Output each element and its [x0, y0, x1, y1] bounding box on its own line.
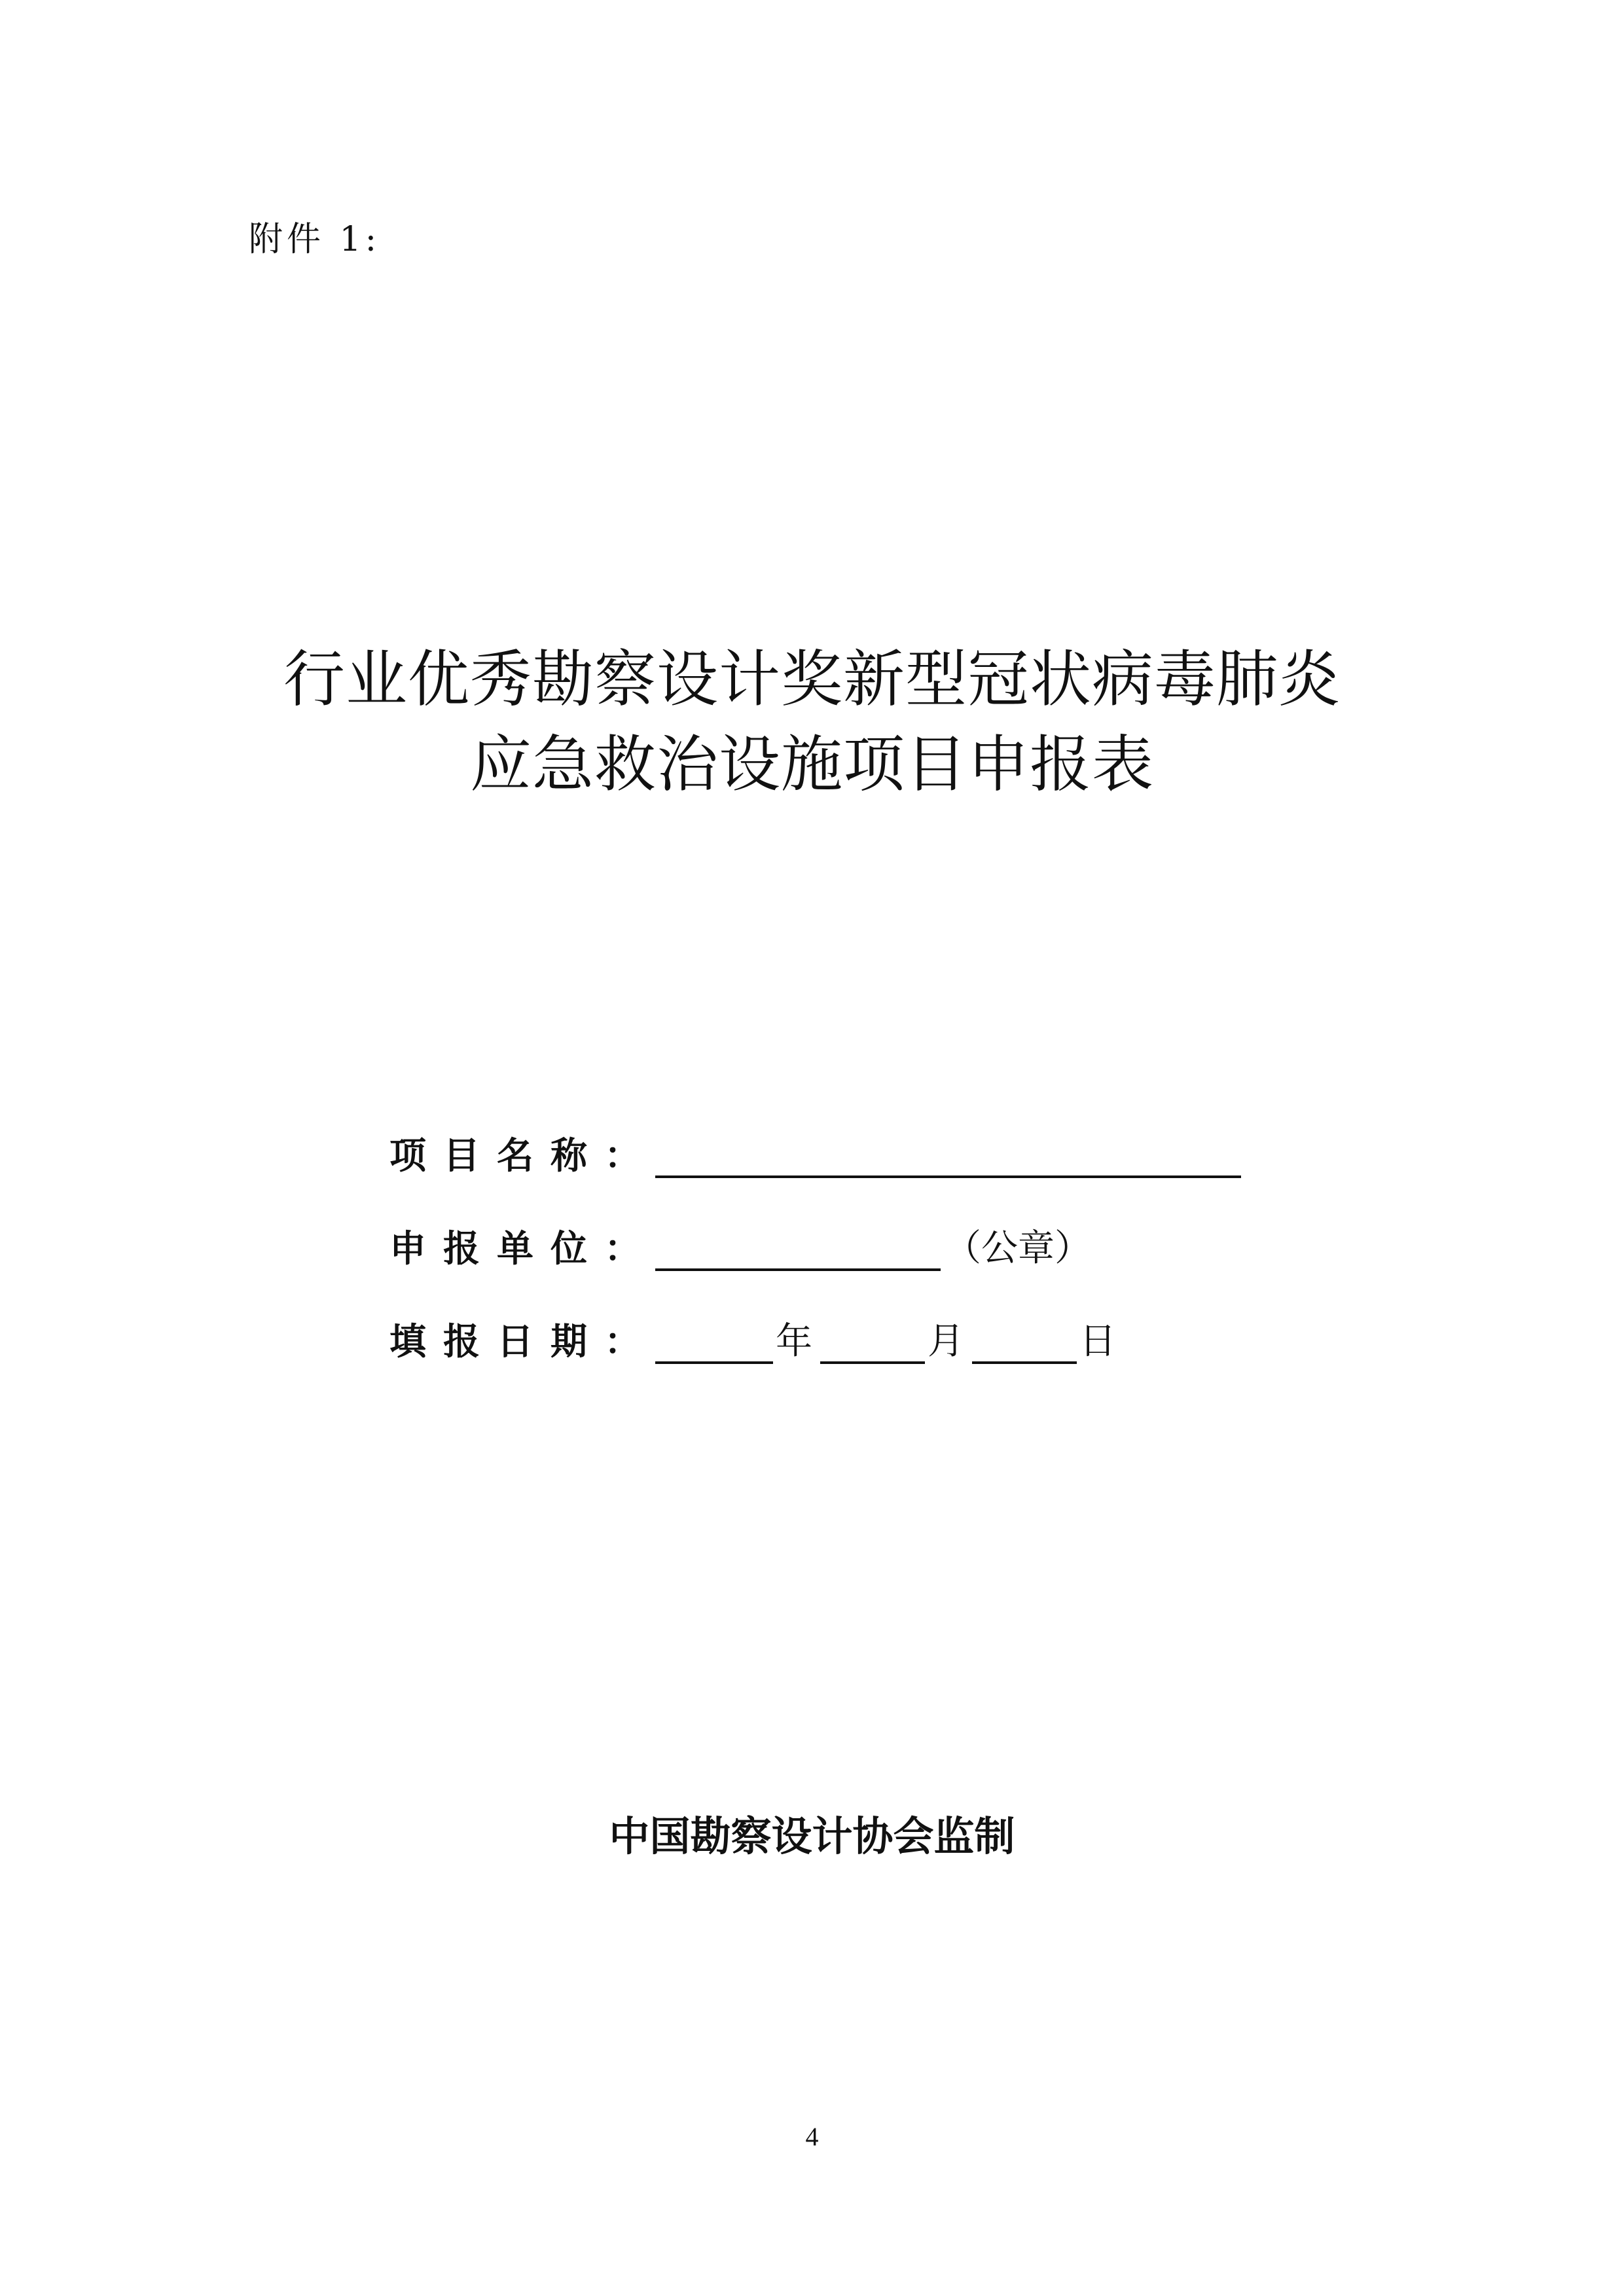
attachment-label: 附件 1:	[249, 220, 381, 259]
project-name-blank[interactable]	[655, 1175, 1241, 1178]
project-name-label: 项目名称：	[389, 1134, 658, 1177]
day-word: 日	[1079, 1320, 1116, 1363]
form-title-line-2: 应急救治设施项目申报表	[469, 729, 1154, 800]
year-blank[interactable]	[655, 1361, 773, 1364]
month-word: 月	[928, 1320, 964, 1363]
issuing-organization: 中国勘察设计协会监制	[609, 1812, 1015, 1860]
year-word: 年	[776, 1320, 812, 1363]
applicant-unit-label: 申报单位：	[389, 1227, 658, 1270]
form-title-line-1: 行业优秀勘察设计奖新型冠状病毒肺炎	[283, 644, 1341, 715]
applicant-unit-blank[interactable]	[655, 1268, 941, 1271]
day-blank[interactable]	[972, 1361, 1077, 1364]
fill-date-label: 填报日期：	[389, 1320, 658, 1363]
month-blank[interactable]	[820, 1361, 925, 1364]
official-seal-note: （公章）	[945, 1227, 1091, 1270]
page-number: 4	[805, 2122, 819, 2151]
